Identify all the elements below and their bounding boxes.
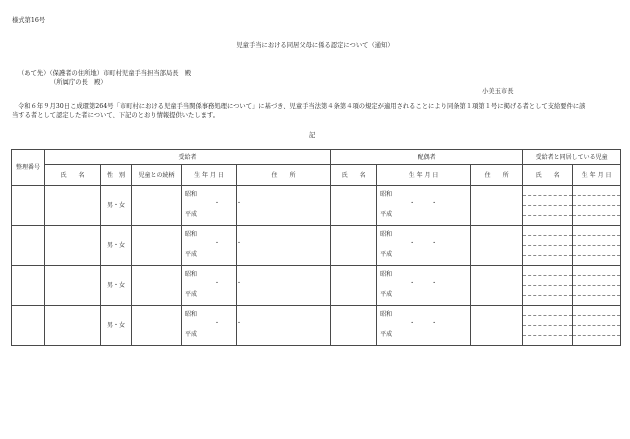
subheader-shimei: 氏 名 <box>45 165 101 186</box>
header-haigusha: 配偶者 <box>331 150 523 165</box>
era-showa: 昭和 <box>380 271 393 278</box>
cell-seiri-bango[interactable] <box>12 186 45 226</box>
cell-zokugara[interactable] <box>132 266 182 306</box>
subheader-seinengappi: 生 年 月 日 <box>377 165 471 186</box>
sender-name: 小美玉市長 <box>482 88 514 95</box>
cell-seibetsu[interactable]: 男・女 <box>101 186 132 226</box>
cell-haigusha-shimei[interactable] <box>331 226 377 266</box>
cell-seiri-bango[interactable] <box>12 226 45 266</box>
cell-haigusha-seinengappi[interactable] <box>377 226 471 266</box>
table-row <box>12 226 621 266</box>
ki-heading: 記 <box>309 132 316 139</box>
header-seiri-bango: 整理番号 <box>12 150 45 186</box>
subheader-seibetsu: 性 別 <box>101 165 132 186</box>
subheader-seinengappi: 生 年 月 日 <box>182 165 237 186</box>
era-showa: 昭和 <box>185 191 198 198</box>
cell-haigusha-jusho[interactable] <box>471 186 523 226</box>
cell-haigusha-seinengappi[interactable] <box>377 266 471 306</box>
cell-zokugara[interactable] <box>132 306 182 346</box>
cell-haigusha-seinengappi[interactable] <box>377 186 471 226</box>
subheader-shimei: 氏 名 <box>523 165 573 186</box>
cell-jusho[interactable] <box>237 266 331 306</box>
era-heisei: 平成 <box>380 331 393 338</box>
era-showa: 昭和 <box>185 231 198 238</box>
subheader-shimei: 氏 名 <box>331 165 377 186</box>
era-showa: 昭和 <box>185 311 198 318</box>
era-showa: 昭和 <box>185 271 198 278</box>
cell-haigusha-shimei[interactable] <box>331 266 377 306</box>
cell-seinengappi[interactable] <box>182 306 248 346</box>
cell-jido-seinengappi[interactable] <box>573 266 621 306</box>
cell-zokugara[interactable] <box>132 226 182 266</box>
cell-shimei[interactable] <box>45 226 101 266</box>
subheader-seinengappi: 生 年 月 日 <box>573 165 621 186</box>
date-dots: ・ ・ <box>409 320 443 327</box>
date-dots: ・ ・ <box>214 280 248 287</box>
cell-jusho[interactable] <box>237 226 331 266</box>
date-dots: ・ ・ <box>409 200 443 207</box>
cell-shimei[interactable] <box>45 266 101 306</box>
addressee-line-1: （あて先）（保護者の住所地）市町村児童手当担当部局長 殿 <box>18 70 192 77</box>
date-dots: ・ ・ <box>214 200 248 207</box>
info-table <box>11 149 621 346</box>
era-heisei: 平成 <box>380 291 393 298</box>
cell-seiri-bango[interactable] <box>12 306 45 346</box>
cell-seinengappi[interactable] <box>182 266 248 306</box>
era-heisei: 平成 <box>380 211 393 218</box>
addressee-line-2: （所属庁の長 殿） <box>50 79 107 86</box>
cell-haigusha-jusho[interactable] <box>471 226 523 266</box>
cell-jido-seinengappi[interactable] <box>573 186 621 226</box>
subheader-jusho: 住 所 <box>471 165 523 186</box>
cell-shimei[interactable] <box>45 306 101 346</box>
cell-shimei[interactable] <box>45 186 101 226</box>
cell-haigusha-seinengappi[interactable] <box>377 306 471 346</box>
cell-seinengappi[interactable] <box>182 186 248 226</box>
date-dots: ・ ・ <box>409 240 443 247</box>
date-dots: ・ ・ <box>409 280 443 287</box>
cell-haigusha-shimei[interactable] <box>331 186 377 226</box>
era-heisei: 平成 <box>185 251 198 258</box>
cell-jido-shimei[interactable] <box>523 266 573 306</box>
date-dots: ・ ・ <box>214 320 248 327</box>
cell-seiri-bango[interactable] <box>12 266 45 306</box>
subheader-jusho: 住 所 <box>237 165 331 186</box>
cell-jido-shimei[interactable] <box>523 226 573 266</box>
table-row <box>12 306 621 346</box>
document-title: 児童手当における同居父母に係る認定について（通知） <box>236 42 394 49</box>
cell-haigusha-shimei[interactable] <box>331 306 377 346</box>
cell-jusho[interactable] <box>237 186 331 226</box>
cell-jido-seinengappi[interactable] <box>573 306 621 346</box>
cell-seinengappi[interactable] <box>182 226 248 266</box>
header-doukyo-jido: 受給者と同居している児童 <box>523 150 621 165</box>
cell-seibetsu[interactable]: 男・女 <box>101 226 132 266</box>
era-showa: 昭和 <box>380 231 393 238</box>
cell-zokugara[interactable] <box>132 186 182 226</box>
era-showa: 昭和 <box>380 191 393 198</box>
header-jukyusha: 受給者 <box>45 150 331 165</box>
era-heisei: 平成 <box>185 331 198 338</box>
cell-seibetsu[interactable]: 男・女 <box>101 306 132 346</box>
cell-jido-shimei[interactable] <box>523 186 573 226</box>
subheader-zokugara: 児童との続柄 <box>132 165 182 186</box>
era-heisei: 平成 <box>185 291 198 298</box>
cell-jido-seinengappi[interactable] <box>573 226 621 266</box>
date-dots: ・ ・ <box>214 240 248 247</box>
cell-haigusha-jusho[interactable] <box>471 306 523 346</box>
era-showa: 昭和 <box>380 311 393 318</box>
body-text-line-1: 令和６年９月30日こ成環第264号「市町村における児童手当関係事務処理について」に基づき、児童手当法第４条第４項の規定が適用されることにより同条第１項第１号に掲げる者として支給要件に該 <box>18 103 586 110</box>
cell-jusho[interactable] <box>237 306 331 346</box>
table-row <box>12 186 621 226</box>
body-text-line-2: 当する者として認定した者について、下記のとおり情報提供いたします。 <box>12 112 220 119</box>
cell-haigusha-jusho[interactable] <box>471 266 523 306</box>
cell-seibetsu[interactable]: 男・女 <box>101 266 132 306</box>
form-number: 様式第16号 <box>12 17 46 24</box>
era-heisei: 平成 <box>185 211 198 218</box>
cell-jido-shimei[interactable] <box>523 306 573 346</box>
era-heisei: 平成 <box>380 251 393 258</box>
table-row <box>12 266 621 306</box>
